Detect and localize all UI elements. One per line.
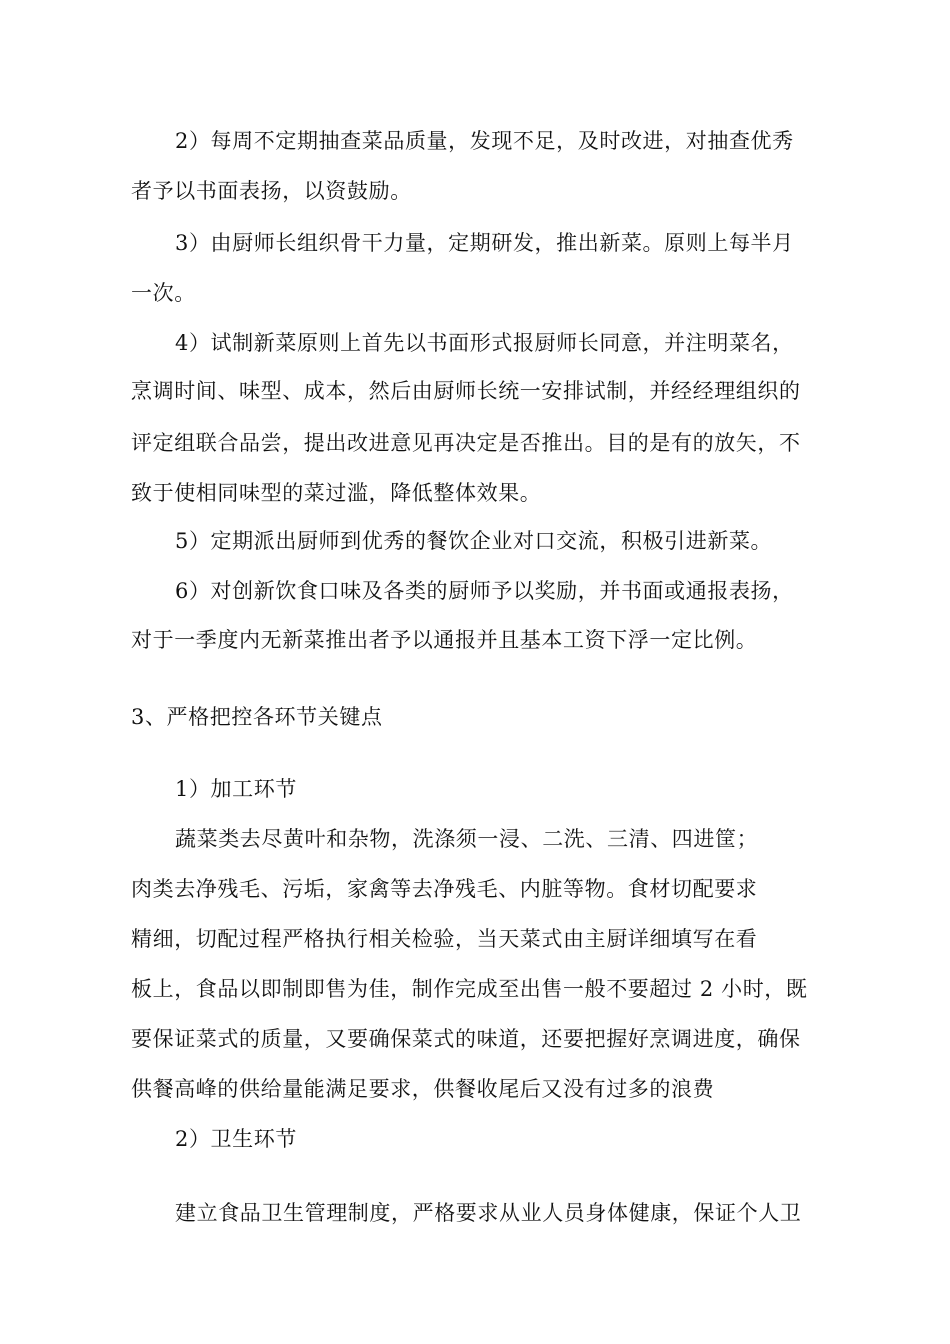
text-line: 4）试制新菜原则上首先以书面形式报厨师长同意，并注明菜名， bbox=[175, 331, 794, 355]
section-heading: 3、严格把控各环节关键点 bbox=[131, 705, 383, 729]
text-line: 肉类去净残毛、污垢，家禽等去净残毛、内脏等物。食材切配要求 bbox=[131, 877, 758, 901]
text-line: 蔬菜类去尽黄叶和杂物，洗涤须一浸、二洗、三清、四进筐； bbox=[175, 827, 759, 851]
text-line: 精细，切配过程严格执行相关检验，当天菜式由主厨详细填写在看 bbox=[131, 927, 758, 951]
text-line: 者予以书面表扬，以资鼓励。 bbox=[131, 179, 412, 203]
text-line: 致于使相同味型的菜过滥，降低整体效果。 bbox=[131, 481, 542, 505]
text-line: 要保证菜式的质量，又要确保菜式的味道，还要把握好烹调进度，确保 bbox=[131, 1027, 801, 1051]
subsection-heading: 1）加工环节 bbox=[175, 777, 297, 801]
text-line: 评定组联合品尝，提出改进意见再决定是否推出。目的是有的放矢，不 bbox=[131, 431, 801, 455]
text-line: 板上，食品以即制即售为佳，制作完成至出售一般不要超过 2 小时，既 bbox=[131, 977, 808, 1001]
text-line: 3）由厨师长组织骨干力量，定期研发，推出新菜。原则上每半月 bbox=[175, 231, 794, 255]
text-line: 对于一季度内无新菜推出者予以通报并且基本工资下浮一定比例。 bbox=[131, 628, 758, 652]
text-line: 建立食品卫生管理制度，严格要求从业人员身体健康，保证个人卫 bbox=[175, 1201, 802, 1225]
text-line: 供餐高峰的供给量能满足要求，供餐收尾后又没有过多的浪费 bbox=[131, 1077, 715, 1101]
text-line: 烹调时间、味型、成本，然后由厨师长统一安排试制，并经经理组织的 bbox=[131, 379, 801, 403]
text-line: 一次。 bbox=[131, 281, 196, 305]
subsection-heading: 2）卫生环节 bbox=[175, 1127, 297, 1151]
text-line: 5）定期派出厨师到优秀的餐饮企业对口交流，积极引进新菜。 bbox=[175, 529, 773, 553]
text-line: 2）每周不定期抽查菜品质量，发现不足，及时改进，对抽查优秀 bbox=[175, 129, 794, 153]
text-line: 6）对创新饮食口味及各类的厨师予以奖励，并书面或通报表扬， bbox=[175, 579, 794, 603]
